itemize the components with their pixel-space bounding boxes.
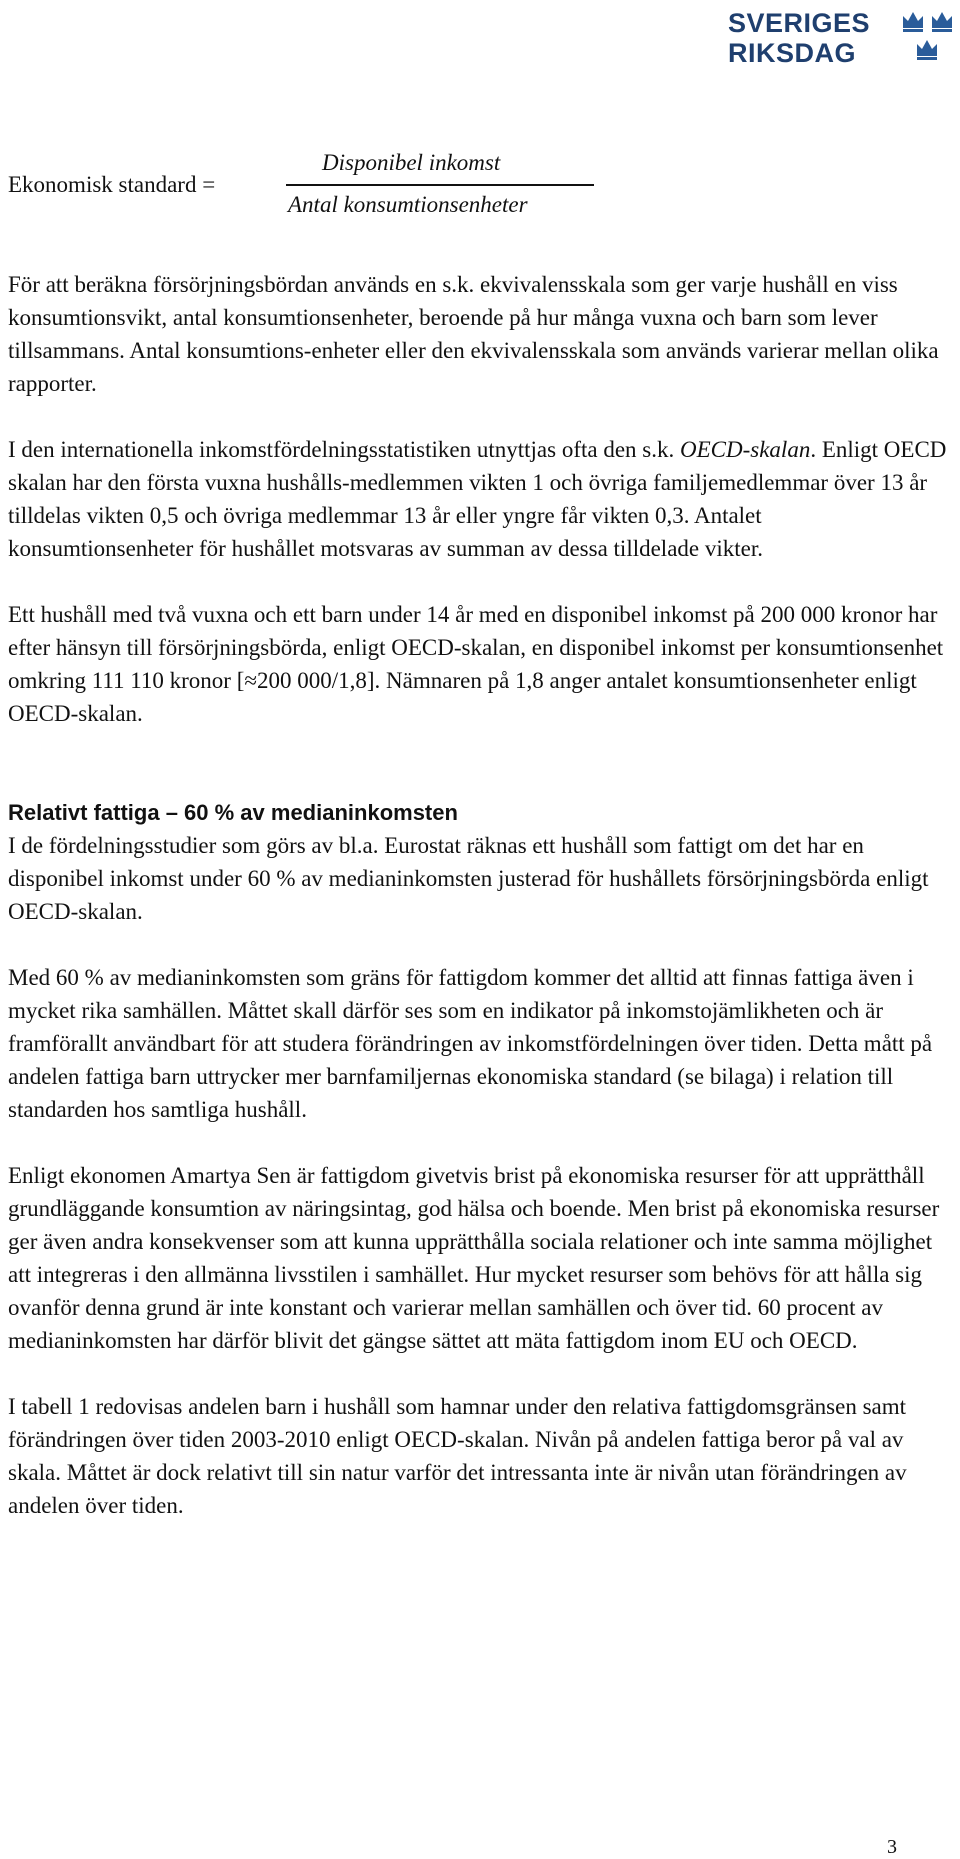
page-number: 3 [887, 1836, 897, 1858]
economic-standard-formula [8, 150, 608, 230]
logo-text-line1: SVERIGES [728, 8, 871, 38]
paragraph-table-reference: I tabell 1 redovisas andelen barn i hushåll som hamnar under den relativa fattigdomsgränsen samt förändringen över tiden 2003-2010 enligt OECD-skalan. Nivån på andelen fattiga beror på val av skala. Måttet är dock relativt till sin natur varför det intressanta inte är nivån utan förändringen av andelen över tiden. [8, 1394, 907, 1518]
paragraph-amartya-sen: Enligt ekonomen Amartya Sen är fattigdom givetvis brist på ekonomiska resurser för att upprätthåll grundläggande konsumtion av näringsintag, god hälsa och boende. Men brist på ekonomiska resurser ger även andra konsekvenser som att kunna upprätthålla sociala relationer och inte samma möjlighet att integreras i den allmänna livsstilen i samhället. Hur mycket resurser som behövs för att hålla sig ovanför denna grund är inte konstant och varierar mellan samhällen och över tid. 60 procent av medianinkomsten har därför blivit det gängse sättet att mäta fattigdom inom EU och OECD. [8, 1163, 940, 1353]
formula-numerator: Disponibel inkomst [322, 150, 501, 175]
paragraph-eurostat: I de fördelningsstudier som görs av bl.a. Eurostat räknas ett hushåll som fattigt om det har en disponibel inkomst under 60 % av medianinkomsten justerad för hushållets försörjningsbörda enligt OECD-skalan. [8, 833, 929, 924]
formula-denominator: Antal konsumtionsenheter [288, 192, 528, 217]
formula-label: Ekonomisk standard = [8, 172, 216, 197]
paragraph-equivalence-scale: För att beräkna försörjningsbördan används en s.k. ekvivalensskala som ger varje hushåll en viss konsumtionsvikt, antal konsumtionsenheter, beroende på hur många vuxna och barn som lever tillsammans. Antal konsumtions-enheter eller den ekvivalensskala som används varierar mellan olika rapporter. [8, 272, 939, 396]
paragraph-poverty-limit: Med 60 % av medianinkomsten som gräns för fattigdom kommer det alltid att finnas fattiga även i mycket rika samhällen. Måttet skall därför ses som en indikator på inkomstojämlikheten och är framförallt användbart för att studera förändringen av inkomstfördelningen över tiden. Detta mått på andelen fattiga barn uttrycker mer barnfamiljernas ekonomiska standard (se bilaga) i relation till standarden hos samtliga hushåll. [8, 965, 933, 1122]
logo-text-line2: RIKSDAG [728, 38, 857, 68]
fraction-line [286, 184, 594, 186]
document-body [8, 268, 952, 1555]
paragraph-oecd-end: . Enligt OECD skalan har den första vuxna hushålls-medlemmen vikten 1 och övriga familjemedlemmar över 13 år tilldelas vikten 0,5 och övriga medlemmar 13 år eller yngre får vikten 0,3. Antalet konsumtionsenheter för hushållet motsvaras av summan av dessa tilldelade vikter. [8, 437, 947, 561]
paragraph-oecd-scale [8, 433, 952, 565]
paragraph-oecd-start: I den internationella inkomstfördelningsstatistiken utnyttjas ofta den s.k. [8, 437, 680, 462]
three-crowns-icon [900, 6, 958, 64]
riksdag-logo [728, 6, 958, 68]
section-heading: Relativt fattiga – 60 % av medianinkomsten [8, 800, 458, 825]
oecd-scale-term: OECD-skalan [680, 437, 811, 462]
paragraph-example: Ett hushåll med två vuxna och ett barn under 14 år med en disponibel inkomst på 200 000 kronor har efter hänsyn till försörjningsbörda, enligt OECD-skalan, en disponibel inkomst per konsumtionsenhet omkring 111 110 kronor [≈200 000/1,8]. Nämnaren på 1,8 anger antalet konsumtionsenheter enligt OECD-skalan. [8, 602, 944, 726]
